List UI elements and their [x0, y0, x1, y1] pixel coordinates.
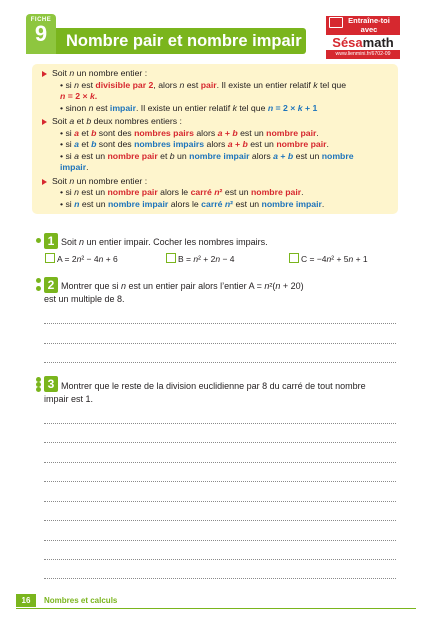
- page-number: 16: [16, 594, 36, 607]
- exercise-2-number: 2: [36, 277, 58, 293]
- monitor-icon: [329, 17, 343, 28]
- checkbox-a[interactable]: [45, 253, 55, 263]
- answer-line[interactable]: [44, 343, 396, 344]
- course-box: [32, 64, 398, 214]
- exercise-3-number: 3: [36, 376, 58, 392]
- course-b3-l2: • si n est un nombre impair alors le carré n² est un nombre impair.: [60, 198, 325, 209]
- choice-b[interactable]: B = n² + 2n − 4: [166, 253, 235, 264]
- checkbox-c[interactable]: [289, 253, 299, 263]
- course-b1-l1: • si n est divisible par 2, alors n est pair. Il existe un entier relatif k tel que: [60, 79, 347, 90]
- choice-c[interactable]: C = −4n² + 5n + 1: [289, 253, 368, 264]
- exercise-2-statement-a: Montrer que si n est un entier pair alors l’entier A = n²(n + 20): [61, 281, 304, 291]
- course-b1-head: Soit n un nombre entier :: [40, 68, 390, 80]
- answer-line[interactable]: [44, 578, 396, 579]
- sesamath-badge[interactable]: [326, 16, 400, 64]
- badge-url[interactable]: www.lienmini.fr/6702-09: [326, 50, 400, 59]
- exercise-3-statement-a: Montrer que le reste de la division euclidienne par 8 du carré de tout nombre: [61, 381, 366, 391]
- exercise-2-statement-b: est un multiple de 8.: [44, 294, 125, 304]
- fiche-number: 9: [34, 21, 48, 46]
- choice-a[interactable]: A = 2n² − 4n + 6: [45, 253, 118, 264]
- answer-line[interactable]: [44, 362, 396, 363]
- answer-line[interactable]: [44, 481, 396, 482]
- answer-line[interactable]: [44, 540, 396, 541]
- answer-line[interactable]: [44, 423, 396, 424]
- course-b2-l1: • si a et b sont des nombres pairs alors a + b est un nombre pair.: [60, 127, 319, 138]
- answer-line[interactable]: [44, 442, 396, 443]
- section-label: Nombres et calculs: [44, 596, 118, 605]
- course-b2-l4: impair.: [60, 162, 89, 172]
- course-b1-l3: • sinon n est impair. Il existe un entier relatif k tel que n = 2 × k + 1: [60, 102, 318, 113]
- answer-line[interactable]: [44, 462, 396, 463]
- badge-line2: avec: [360, 24, 378, 34]
- answer-line[interactable]: [44, 323, 396, 324]
- fiche-tab: [26, 14, 56, 54]
- answer-line[interactable]: [44, 501, 396, 502]
- answer-line[interactable]: [44, 559, 396, 560]
- badge-line1: Entraîne-toi: [348, 16, 390, 25]
- answer-line[interactable]: [44, 520, 396, 521]
- fiche-label: FICHE: [30, 17, 52, 23]
- checkbox-b[interactable]: [166, 253, 176, 263]
- course-b3-head: Soit n un nombre entier :: [40, 176, 390, 188]
- exercise-3-statement-b: impair est 1.: [44, 394, 94, 404]
- sesamath-logo: Sésamath: [332, 35, 394, 50]
- course-b2-l3: • si a est un nombre pair et b un nombre impair alors a + b est un nombre: [60, 150, 354, 161]
- exercise-1-statement: Soit n un entier impair. Cocher les nombres impairs.: [61, 237, 268, 247]
- footer-divider: [16, 608, 416, 609]
- course-b2-head: Soit a et b deux nombres entiers :: [40, 116, 390, 128]
- page-title: Nombre pair et nombre impair: [56, 28, 306, 54]
- course-b3-l1: • si n est un nombre pair alors le carré n² est un nombre pair.: [60, 187, 304, 197]
- course-b1-l2: n = 2 × k.: [60, 91, 98, 101]
- course-b2-l2: • si a et b sont des nombres impairs alors a + b est un nombre pair.: [60, 139, 329, 149]
- exercise-1-number: 1: [36, 233, 58, 249]
